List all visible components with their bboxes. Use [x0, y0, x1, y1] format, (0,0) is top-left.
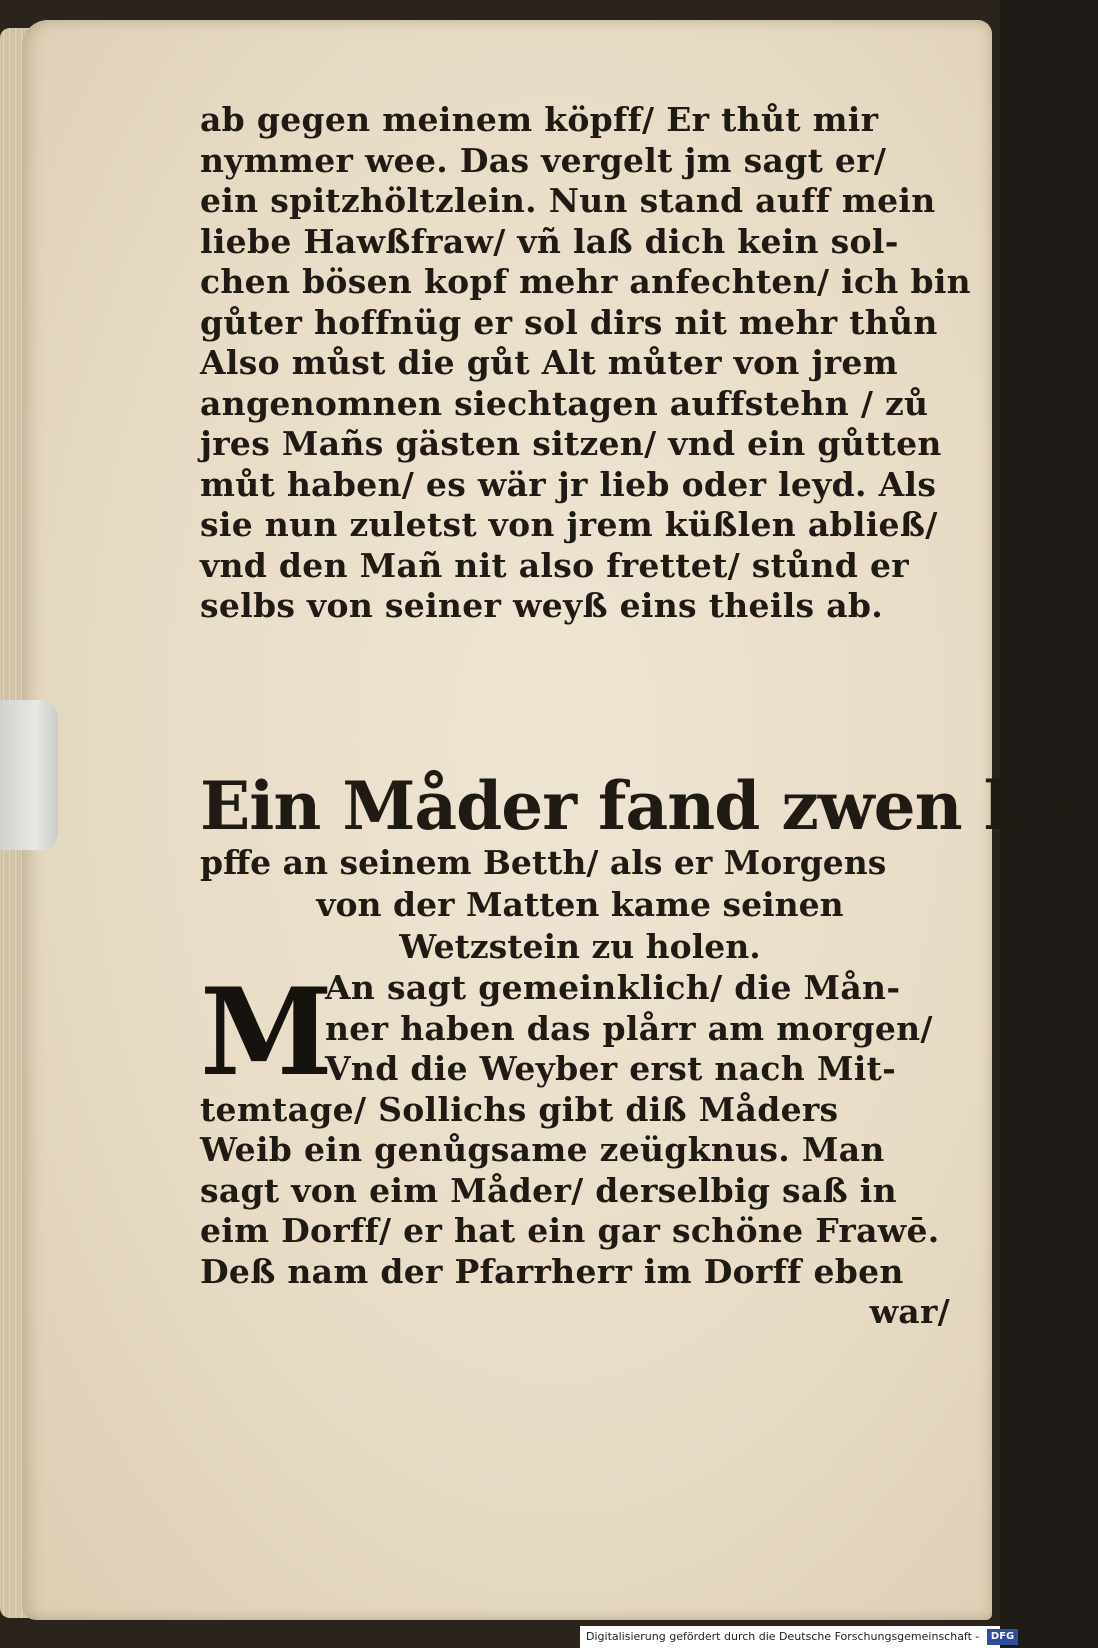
heading-line: Wetzstein zu holen. — [399, 927, 761, 966]
text-line: Deß nam der Pfarrherr im Dorff eben — [200, 1251, 904, 1291]
text-line: jres Mañs gästen sitzen/ vnd ein gůtten — [200, 424, 942, 463]
text-line: můt haben/ es wär jr lieb oder leyd. Als — [200, 464, 937, 504]
heading-line: pffe an seinem Betth/ als er Morgens — [200, 843, 887, 882]
text-line: selbs von seiner weyß eins theils ab. — [200, 586, 884, 625]
chapter-heading — [200, 767, 1098, 968]
text-line: angenomnen siechtagen auffstehn / zů — [200, 383, 929, 423]
drop-cap: M — [200, 962, 333, 1103]
catchword: war/ — [869, 1292, 950, 1331]
heading-title: Ein Måder fand zwen kö- — [200, 767, 1098, 845]
text-line: chen bösen kopf mehr anfechten/ ich bin — [200, 262, 971, 301]
text-line: temtage/ Sollichs gibt diß Måders — [200, 1089, 839, 1129]
text-line: sie nun zuletst von jrem küßlen abließ/ — [200, 505, 938, 544]
text-line: An sagt gemeinklich/ die Mån- — [325, 968, 901, 1007]
text-line: ein spitzhöltzlein. Nun stand auff mein — [200, 181, 936, 220]
text-line: nymmer wee. Das vergelt jm sagt er/ — [200, 140, 887, 180]
text-line: gůter hoffnüg er sol dirs nit mehr thůn — [200, 302, 938, 342]
dfg-logo-icon: DFG — [987, 1629, 1018, 1645]
text-line: eim Dorff/ er hat ein gar schöne Frawē. — [200, 1211, 940, 1250]
text-line: Vnd die Weyber erst nach Mit- — [325, 1049, 897, 1088]
footer-text: Digitalisierung gefördert durch die Deutsche Forschungsgemeinschaft - — [586, 1630, 980, 1643]
text-line: ab gegen meinem köpff/ Er thůt mir — [200, 100, 879, 139]
text-line: liebe Hawßfraw/ vñ laß dich kein sol- — [200, 221, 899, 261]
funding-footer — [580, 1626, 1015, 1648]
heading-line: von der Matten kame seinen — [316, 885, 844, 924]
text-block-top — [200, 100, 971, 627]
text-line: sagt von eim Måder/ derselbig saß in — [200, 1170, 897, 1210]
bookmark-strip — [0, 700, 58, 850]
text-line: Weib ein genůgsame zeügknus. Man — [200, 1130, 885, 1169]
text-line: Also můst die gůt Alt můter von jrem — [200, 343, 898, 382]
text-line: ner haben das plårr am morgen/ — [325, 1008, 933, 1048]
text-line: vnd den Mañ nit also frettet/ stůnd er — [200, 545, 909, 585]
text-block-bottom — [200, 962, 960, 1333]
